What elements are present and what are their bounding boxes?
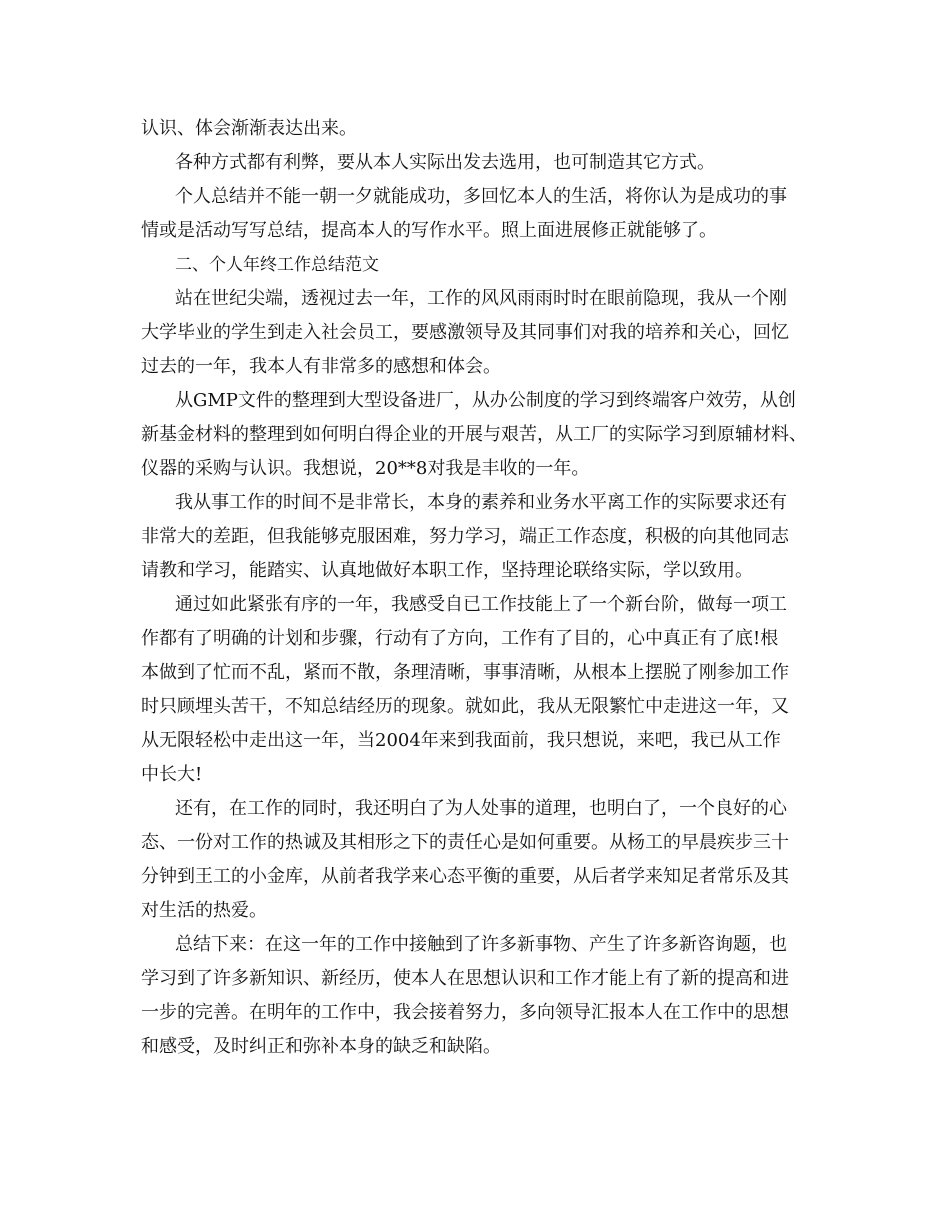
- text-line: 情或是活动写写总结，提高本人的写作水平。照上面进展修正就能够了。: [141, 220, 717, 241]
- text-line: 过去的一年，我本人有非常多的感想和体会。: [141, 356, 501, 377]
- paragraph-start-line: 总结下来：在这一年的工作中接触到了许多新事物、产生了许多新咨询题，也: [175, 934, 787, 955]
- section-heading: 二、个人年终工作总结范文: [175, 255, 379, 275]
- text-line: 态、一份对工作的热诚及其相形之下的责任心是如何重要。从杨工的早晨疾步三十: [141, 832, 789, 853]
- text-line: 认识、体会渐渐表达出来。: [141, 118, 357, 139]
- text-line: 本做到了忙而不乱，紧而不散，条理清晰，事事清晰，从根本上摆脱了刚参加工作: [141, 662, 789, 683]
- text-line: 作都有了明确的计划和步骤，行动有了方向，工作有了目的，心中真正有了底!根: [141, 628, 779, 649]
- text-line: 从无限轻松中走出这一年，当2004年来到我面前，我只想说，来吧，我已从工作: [141, 730, 781, 751]
- text-line: 中长大!: [141, 764, 203, 785]
- text-line: 仪器的采购与认识。我想说，20**8对我是丰收的一年。: [141, 458, 590, 479]
- text-line: 大学毕业的学生到走入社会员工，要感激领导及其同事们对我的培养和关心，回忆: [141, 322, 789, 343]
- text-line: 对生活的热爱。: [141, 900, 267, 921]
- document-body: [141, 112, 821, 1064]
- paragraph-start-line: 通过如此紧张有序的一年，我感受自已工作技能上了一个新台阶，做每一项工: [175, 594, 787, 615]
- text-line: 学习到了许多新知识、新经历，使本人在思想认识和工作才能上有了新的提高和进: [141, 968, 789, 989]
- text-line: 非常大的差距，但我能够克服困难，努力学习，端正工作态度，积极的向其他同志: [141, 526, 789, 547]
- paragraph-start-line: 站在世纪尖端，透视过去一年，工作的风风雨雨时时在眼前隐现，我从一个刚: [175, 288, 787, 309]
- text-line: 一步的完善。在明年的工作中，我会接着努力，多向领导汇报本人在工作中的思想: [141, 1002, 789, 1023]
- paragraph-start-line: 从GMP文件的整理到大型设备进厂，从办公制度的学习到终端客户效劳，从创: [175, 390, 796, 411]
- paragraph-start-line: 个人总结并不能一朝一夕就能成功，多回忆本人的生活，将你认为是成功的事: [175, 186, 787, 207]
- text-line: 分钟到王工的小金库，从前者我学来心态平衡的重要，从后者学来知足者常乐及其: [141, 866, 789, 887]
- paragraph-start-line: 各种方式都有利弊，要从本人实际出发去选用，也可制造其它方式。: [175, 152, 715, 173]
- text-line: 新基金材料的整理到如何明白得企业的开展与艰苦，从工厂的实际学习到原辅材料、: [141, 424, 807, 445]
- paragraph-start-line: 还有，在工作的同时，我还明白了为人处事的道理，也明白了，一个良好的心: [175, 798, 787, 819]
- text-line: 请教和学习，能踏实、认真地做好本职工作，坚持理论联络实际，学以致用。: [141, 560, 753, 581]
- text-line: 时只顾埋头苦干，不知总结经历的现象。就如此，我从无限繁忙中走进这一年，又: [141, 696, 789, 717]
- paragraph-start-line: 我从事工作的时间不是非常长，本身的素养和业务水平离工作的实际要求还有: [175, 492, 787, 513]
- text-line: 和感受，及时纠正和弥补本身的缺乏和缺陷。: [141, 1036, 501, 1057]
